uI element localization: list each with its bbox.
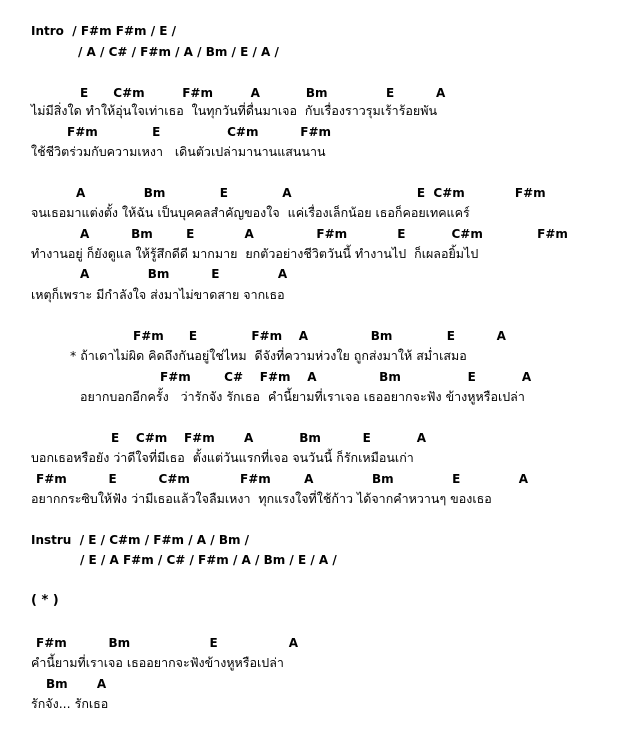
chord-line: F#m Bm E A — [36, 636, 299, 650]
chord-line: Bm A — [46, 677, 107, 691]
lyric-line: ไม่มีสิ่งใด ทำให้อุ่นใจเท่าเธอ ในทุกวันที่ดื่นมาเจอ กับเรื่องราวรุมเร้าร้อยพัน — [31, 103, 438, 118]
lyric-line: ทำงานอยู่ ก็ยังดูแล ให้รู้สึกดีดี มากมาย ยกตัวอย่างชีวิตวันนี้ ทำงานไป ก็เผลอยิ้มไป — [31, 246, 479, 261]
lyric-line: จนเธอมาแต่งตั้ง ให้ฉัน เป็นบุคคลสำคัญของใจ แค่เรื่องเล็กน้อย เธอก็คอยเทคแคร์ — [31, 205, 470, 220]
lyric-line: อยากกระซิบให้ฟัง ว่ามีเธอแล้วใจลืมเหงา ทุกแรงใจที่ใช้ก้าว ได้จากคำหวานๆ ของเธอ — [31, 491, 492, 506]
intro-chords-line: Intro / F#m F#m / E / — [31, 24, 177, 38]
chord-line: A Bm E A F#m E C#m F#m — [80, 227, 568, 241]
chord-line: E C#m F#m A Bm E A — [80, 86, 446, 100]
chord-line: F#m E C#m F#m A Bm E A — [36, 472, 529, 486]
chord-line: A Bm E A — [80, 267, 288, 281]
instru-chords-line: Instru / E / C#m / F#m / A / Bm / — [31, 533, 250, 547]
intro-chords-line-2: / A / C# / F#m / A / Bm / E / A / — [78, 45, 279, 59]
chord-line: F#m C# F#m A Bm E A — [160, 370, 532, 384]
lyric-line: ใช้ชีวิตร่วมกับความเหงา เดินตัวเปล่ามานานแสนนาน — [31, 144, 326, 159]
chord-line: A Bm E A E C#m F#m — [76, 186, 546, 200]
lyric-line: อยากบอกอีกครั้ง ว่ารักจัง รักเธอ คำนี้ยามที่เราเจอ เธออยากจะฟัง ข้างหูหรือเปล่า — [80, 389, 525, 404]
lyric-line: รักจัง... รักเธอ — [31, 696, 109, 711]
chorus-repeat-marker: ( * ) — [31, 593, 59, 608]
lyric-line: คำนี้ยามที่เราเจอ เธออยากจะฟังข้างหูหรือเปล่า — [31, 655, 284, 670]
chord-line: F#m E F#m A Bm E A — [133, 329, 506, 343]
lyric-line: บอกเธอหรือยัง ว่าดีใจที่มีเธอ ตั้งแต่วันแรกที่เจอ จนวันนี้ ก็รักเหมือนเก่า — [31, 450, 414, 465]
instru-chords-line-2: / E / A F#m / C# / F#m / A / Bm / E / A / — [80, 553, 337, 567]
lyric-line: * ถ้าเดาไม่ผิด คิดถึงกันอยู่ใช่ไหม ดีจังที่ความห่วงใย ถูกส่งมาให้ สม่ำเสมอ — [70, 348, 467, 363]
lyric-line: เหตุก็เพราะ มีกำลังใจ ส่งมาไม่ขาดสาย จากเธอ — [31, 287, 285, 302]
chord-line: F#m E C#m F#m — [67, 125, 332, 139]
chord-line: E C#m F#m A Bm E A — [111, 431, 427, 445]
